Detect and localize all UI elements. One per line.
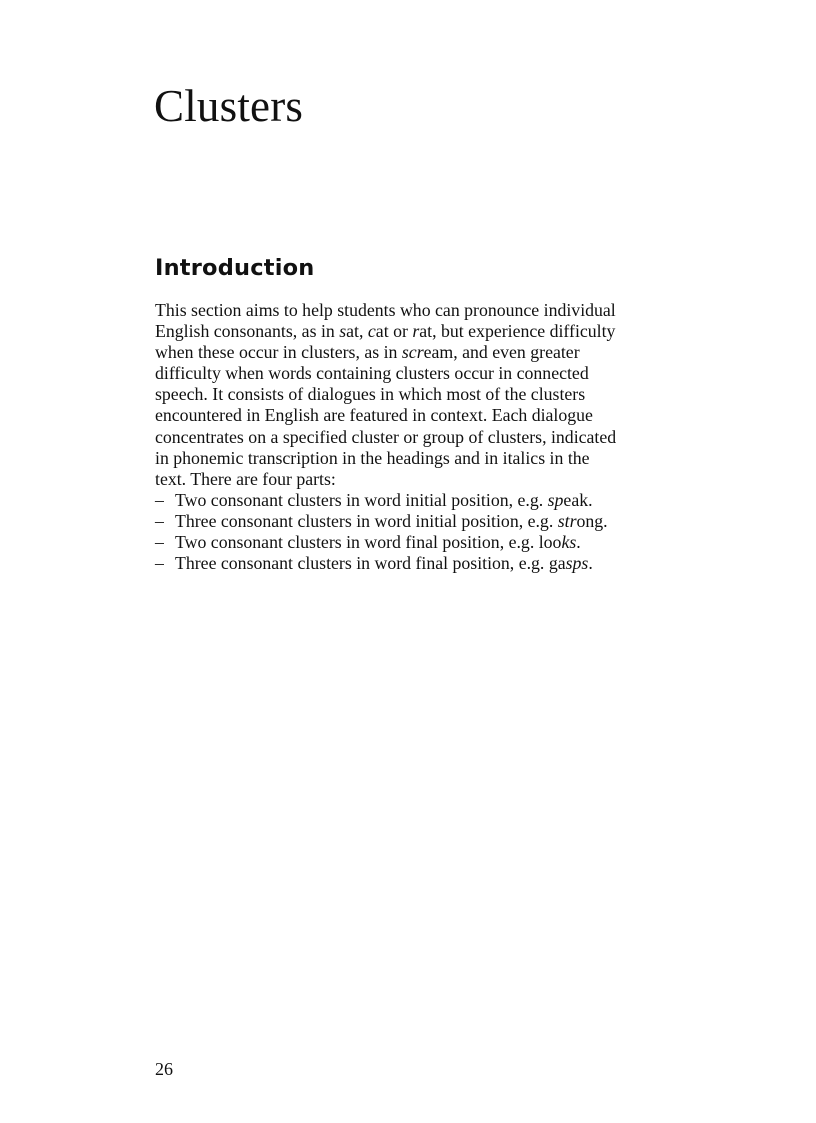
italic-example: c [367, 321, 376, 342]
introduction-paragraph [155, 300, 715, 490]
parts-list [155, 490, 715, 574]
paragraph-line: difficulty when words containing clusters occur in connected [155, 363, 589, 384]
italic-example: str [557, 510, 577, 531]
paragraph-line: speech. It consists of dialogues in which most of the clusters [155, 384, 586, 405]
page-number: 26 [155, 1059, 173, 1079]
italic-example: sps [565, 553, 589, 574]
paragraph-line [155, 342, 715, 363]
text-run: Two consonant clusters in word final position, e.g. loo [175, 532, 562, 553]
list-item [155, 532, 715, 553]
text-run: . [588, 553, 593, 574]
list-item [155, 511, 715, 532]
paragraph-line: encountered in English are featured in context. Each dialogue [155, 405, 593, 426]
text-run: eam, and even greater [423, 342, 580, 363]
page-title: Clusters [154, 81, 304, 131]
text-run: at, but experience difficulty [419, 321, 616, 342]
list-item [155, 490, 715, 511]
paragraph-line: text. There are four parts: [155, 468, 336, 489]
list-dash: – [155, 553, 164, 574]
paragraph-line: This section aims to help students who can pronounce individual [155, 300, 616, 320]
text-run: Three consonant clusters in word initial position, e.g. [175, 510, 558, 531]
list-dash: – [155, 532, 164, 553]
list-dash: – [155, 510, 164, 531]
list-item [155, 553, 715, 574]
text-run: at, [346, 321, 368, 342]
italic-example: ks [561, 532, 577, 553]
text-run: . [576, 532, 581, 553]
list-dash: – [155, 489, 164, 510]
text-run: ong. [576, 510, 608, 531]
italic-example: s [339, 321, 347, 342]
italic-example: scr [401, 342, 424, 363]
paragraph-line: concentrates on a specified cluster or group of clusters, indicated [155, 426, 617, 447]
text-run: Two consonant clusters in word initial position, e.g. [175, 489, 548, 510]
text-run: eak. [563, 489, 593, 510]
paragraph-line: in phonemic transcription in the headings and in italics in the [155, 447, 590, 468]
text-run: when these occur in clusters, as in [155, 342, 402, 363]
italic-example: r [412, 321, 420, 342]
text-run: English consonants, as in [155, 321, 340, 342]
paragraph-line [155, 321, 715, 342]
introduction-body [155, 300, 715, 574]
text-run: Three consonant clusters in word final position, e.g. ga [175, 553, 566, 574]
section-heading-introduction: Introduction [155, 255, 315, 281]
italic-example: sp [547, 489, 564, 510]
text-run: at or [375, 321, 413, 342]
